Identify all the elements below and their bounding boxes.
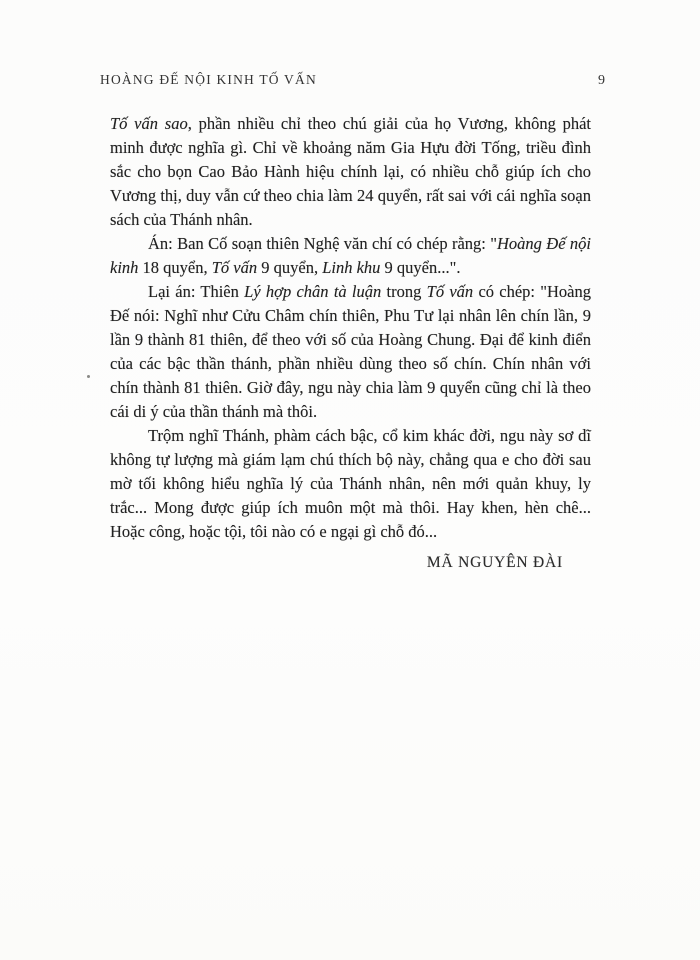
page-number: 9	[598, 73, 605, 88]
text-run: Lại án: Thiên	[148, 282, 245, 301]
book-title-italic: Tố vấn	[211, 258, 258, 277]
book-title-italic: Tố vấn sao	[110, 114, 188, 133]
book-title-italic: Linh khu	[322, 258, 381, 277]
header-title: HOÀNG ĐẾ NỘI KINH TỐ VẤN	[100, 72, 317, 87]
text-run: 9 quyển,	[257, 258, 323, 277]
paragraph-1	[110, 112, 591, 232]
text-run: trong	[381, 282, 427, 301]
body-text	[110, 112, 591, 575]
running-header	[100, 72, 605, 89]
paragraph-4	[110, 424, 591, 544]
text-run: 18 quyển,	[138, 258, 212, 277]
paragraph-3	[110, 280, 591, 424]
paragraph-2	[110, 232, 591, 280]
text-run: , phần nhiều chỉ theo chú giải của họ Vương, không phát minh được nghĩa gì. Chỉ về khoảng năm Gia Hựu đời Tống, triều đình sắc cho bọn Cao Bảo Hành hiệu chính lại, có nhiều chỗ giúp ích cho Vương thị, duy vẫn cứ theo chia làm 24 quyển, rất sai với cái nghĩa soạn sách của Thánh nhân.	[110, 114, 592, 229]
author-signature: MÃ NGUYÊN ĐÀI	[426, 554, 563, 571]
text-run: 9 quyển...".	[380, 258, 461, 277]
text-run: Trộm nghĩ Thánh, phàm cách bậc, cổ kim khác đời, ngu này sơ dĩ không tự lượng mà giám lạm chú thích bộ này, chẳng qua e cho đời sau mờ tối không hiểu nghĩa lý của Thánh nhân, nên mới quản khuy, ly trắc... Mong được giúp ích muôn một mà thôi. Hay khen, hèn chê... Hoặc công, hoặc tội, tôi nào có e ngại gì chỗ đó...	[110, 426, 591, 541]
text-run: Án: Ban Cố soạn thiên Nghệ văn chí có chép rằng: "	[148, 234, 497, 253]
book-title-italic: Tố vấn	[426, 282, 474, 301]
chapter-title-italic: Lý hợp chân tà luận	[244, 282, 382, 301]
text-run: có chép: "Hoàng Đế nói: Nghĩ như Cửu Châm chín thiên, Phu Tư lại nhân lên chín lần, 9 lần 9 thành 81 thiên, để theo với số của Hoàng Chung. Đại để kinh điển của các bậc thần thánh, phần nhiều dùng theo số chín. Chín nhân với chín thành 81 thiên. Giờ đây, ngu này chia làm 9 quyển cũng chỉ là theo cái di ý của thần thánh mà thôi.	[110, 282, 592, 421]
book-title-italic: Hoàng Đế nội kinh	[110, 234, 591, 277]
scan-speck	[87, 375, 90, 378]
